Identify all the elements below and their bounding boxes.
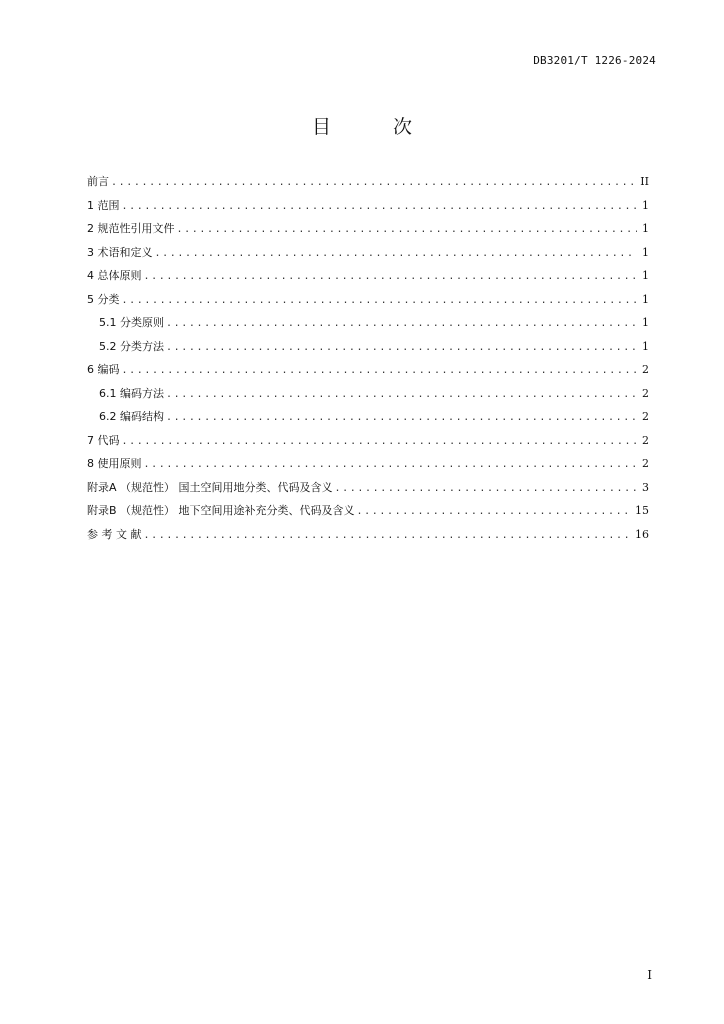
toc-entry-page: 2 — [642, 363, 649, 376]
toc-entry-page: 3 — [642, 480, 649, 494]
toc-entry-page: 1 — [642, 222, 649, 235]
toc-entry-page: 1 — [642, 316, 649, 329]
toc-leader-dots — [166, 336, 637, 360]
toc-leader-dots — [122, 289, 638, 313]
toc-entry-label: 6.2 编码结构 — [99, 410, 164, 423]
toc-entry-page: 2 — [642, 386, 649, 400]
toc-entry-page: 16 — [635, 527, 649, 541]
toc-entry-label: 5.2 分类方法 — [99, 339, 164, 353]
toc-entry-usage-principles[interactable] — [87, 452, 649, 476]
toc-entry-label: 1 范围 — [87, 198, 120, 212]
toc-entry-references[interactable] — [87, 523, 649, 547]
page-title: 目 次 — [311, 116, 441, 138]
toc-entry-page: 2 — [642, 410, 649, 423]
toc-entry-appendix-a[interactable] — [87, 476, 649, 500]
toc-entry-classification-principles[interactable] — [87, 311, 649, 335]
toc-entry-page: 1 — [642, 245, 649, 259]
toc-leader-dots — [335, 477, 637, 501]
page-number: I — [647, 968, 652, 982]
toc-entry-general-principles[interactable] — [87, 264, 649, 288]
toc-entry-label: 6.1 编码方法 — [99, 386, 164, 400]
toc-entry-label: 参 考 文 献 — [87, 527, 142, 541]
toc-entry-label: 3 术语和定义 — [87, 245, 153, 259]
toc-leader-dots — [144, 453, 638, 477]
toc-entry-coding[interactable] — [87, 358, 649, 382]
toc-entry-page: 2 — [642, 457, 649, 470]
toc-entry-classification-methods[interactable] — [87, 335, 649, 359]
toc-leader-dots — [122, 359, 638, 383]
toc-entry-page: 1 — [642, 269, 649, 282]
toc-leader-dots — [166, 383, 637, 407]
toc-entry-page: 2 — [642, 433, 649, 447]
toc-entry-codes[interactable] — [87, 429, 649, 453]
toc-entry-page: 15 — [635, 504, 649, 517]
toc-leader-dots — [166, 406, 637, 430]
toc-entry-label: 前言 — [87, 175, 109, 188]
toc-entry-page: II — [640, 175, 649, 188]
toc-entry-foreword[interactable] — [87, 170, 649, 194]
toc-entry-coding-structure[interactable] — [87, 405, 649, 429]
toc-leader-dots — [144, 524, 634, 548]
toc-entry-coding-methods[interactable] — [87, 382, 649, 406]
toc-entry-classification[interactable] — [87, 288, 649, 312]
toc-entry-label: 2 规范性引用文件 — [87, 222, 175, 235]
toc-entry-label: 7 代码 — [87, 433, 120, 447]
toc-leader-dots — [166, 312, 637, 336]
toc-entry-page: 1 — [642, 292, 649, 306]
toc-entry-appendix-b[interactable] — [87, 499, 649, 523]
toc-entry-label: 5.1 分类原则 — [99, 316, 164, 329]
toc-leader-dots — [144, 265, 638, 289]
toc-leader-dots — [155, 242, 638, 266]
toc-entry-label: 8 使用原则 — [87, 457, 142, 470]
toc-leader-dots — [177, 218, 638, 242]
toc-entry-label: 6 编码 — [87, 363, 120, 376]
toc-leader-dots — [122, 195, 638, 219]
table-of-contents — [87, 170, 649, 546]
toc-entry-terms-definitions[interactable] — [87, 241, 649, 265]
toc-leader-dots — [122, 430, 638, 454]
toc-leader-dots — [357, 500, 633, 524]
toc-entry-scope[interactable] — [87, 194, 649, 218]
toc-entry-label: 5 分类 — [87, 292, 120, 306]
toc-entry-page: 1 — [642, 198, 649, 212]
toc-entry-label: 附录B （规范性） 地下空间用途补充分类、代码及含义 — [87, 504, 355, 517]
toc-entry-page: 1 — [642, 339, 649, 353]
toc-leader-dots — [111, 171, 637, 195]
toc-entry-label: 附录A （规范性） 国土空间用地分类、代码及含义 — [87, 480, 333, 494]
toc-entry-normative-references[interactable] — [87, 217, 649, 241]
toc-entry-label: 4 总体原则 — [87, 269, 142, 282]
document-code: DB3201/T 1226-2024 — [533, 54, 656, 67]
